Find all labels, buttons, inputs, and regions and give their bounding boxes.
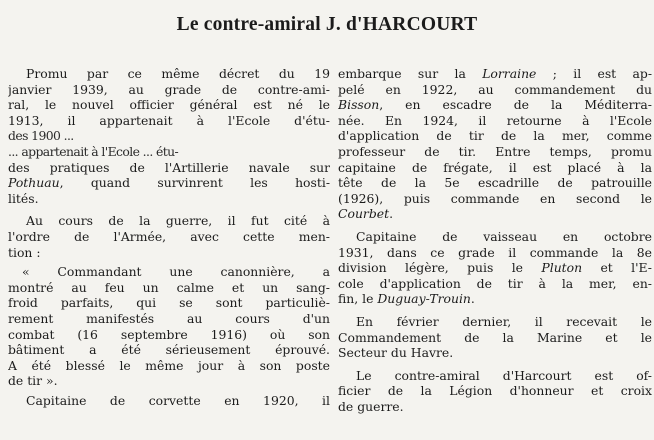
quote-line: « Commandant une canonnière, a <box>22 264 330 280</box>
text-line: des pratiques de l'Artillerie navale sur <box>8 159 330 175</box>
quote-line: montré au feu un calme et un sang- <box>8 279 330 295</box>
text-line: Bisson, en escadre de la Méditerra- <box>338 97 652 113</box>
quote-line: de tir ». <box>8 373 58 389</box>
text-line: embarque sur la Lorraine ; il est ap- <box>338 66 652 81</box>
ship-name-pothuau: Pothuau <box>8 175 60 191</box>
line-rest: , quand survinrent les hosti- <box>59 175 330 191</box>
text-line: l'ordre de l'Armée, avec cette men- <box>8 228 330 244</box>
text-line: Capitaine de vaisseau en octobre <box>356 228 652 244</box>
text-line: née. En 1924, il retourne à l'Ecole <box>338 112 652 128</box>
text-line: division légère, puis le Pluton et l'E- <box>338 260 652 276</box>
text-line: d'application de tir de la mer, comme <box>338 128 652 144</box>
article-title: Le contre-amiral J. d'HARCOURT <box>176 14 478 35</box>
text-line: Promu par ce même décret du 19 <box>26 66 330 81</box>
text-line: tion : <box>8 244 41 260</box>
text-line: tête de la 5e escadrille de patrouille <box>338 175 652 191</box>
text-line: Au cours de la guerre, il fut cité à <box>26 213 330 229</box>
text-line: pelé en 1922, au commandement du <box>338 81 652 97</box>
text-line: Courbet. <box>338 206 394 222</box>
text-line: fin, le Duguay-Trouin. <box>338 291 475 307</box>
right-column <box>338 66 652 414</box>
text-line: En février dernier, il recevait le <box>356 313 652 329</box>
text-line: de guerre. <box>338 398 404 414</box>
quote-line: rement manifestés au cours d'un <box>8 310 330 326</box>
text-line: cole d'application de tir à la mer, en- <box>338 275 652 291</box>
text-line: 1913, il appartenait à l'Ecole d'étu- <box>8 112 330 128</box>
text-line: lités. <box>8 190 39 206</box>
smudged-line: ... appartenait à l'Ecole ... étu- <box>8 143 179 159</box>
ship-name-pluton: Pluton <box>541 260 583 276</box>
quote-line: froid parfaits, qui se sont particuliè- <box>8 295 330 311</box>
text-line: Le contre-amiral d'Harcourt est of- <box>356 367 652 383</box>
text-line: Capitaine de corvette en 1920, il <box>26 392 330 408</box>
smudged-line: des 1900 ... <box>8 128 74 144</box>
text-line: 1931, dans ce grade il commande la 8e <box>338 244 652 260</box>
quote-line: A été blessé le même jour à son poste <box>8 357 330 373</box>
text-line <box>8 175 330 191</box>
quote-line: bâtiment a été sérieusement éprouvé. <box>8 342 330 358</box>
text-line: capitaine de frégate, il est placé à la <box>338 159 652 175</box>
text-line: ficier de la Légion d'honneur et croix <box>338 383 652 399</box>
ship-name-duguay-trouin: Duguay-Trouin <box>377 291 471 307</box>
text-line: ral, le nouvel officier général est né le <box>8 97 330 113</box>
text-line: (1926), puis commande en second le <box>338 190 652 206</box>
quote-line: combat (16 septembre 1916) où son <box>8 326 330 342</box>
ship-name-courbet: Courbet <box>338 206 390 222</box>
text-line: janvier 1939, au grade de contre-ami- <box>8 81 330 97</box>
text-line: professeur de tir. Entre temps, promu <box>338 143 652 159</box>
text-line: Secteur du Havre. <box>338 345 454 361</box>
text-line: Commandement de la Marine et le <box>338 329 652 345</box>
ship-name-bisson: Bisson <box>338 97 380 113</box>
ship-name-lorraine: Lorraine <box>482 66 537 81</box>
left-column <box>8 66 330 408</box>
